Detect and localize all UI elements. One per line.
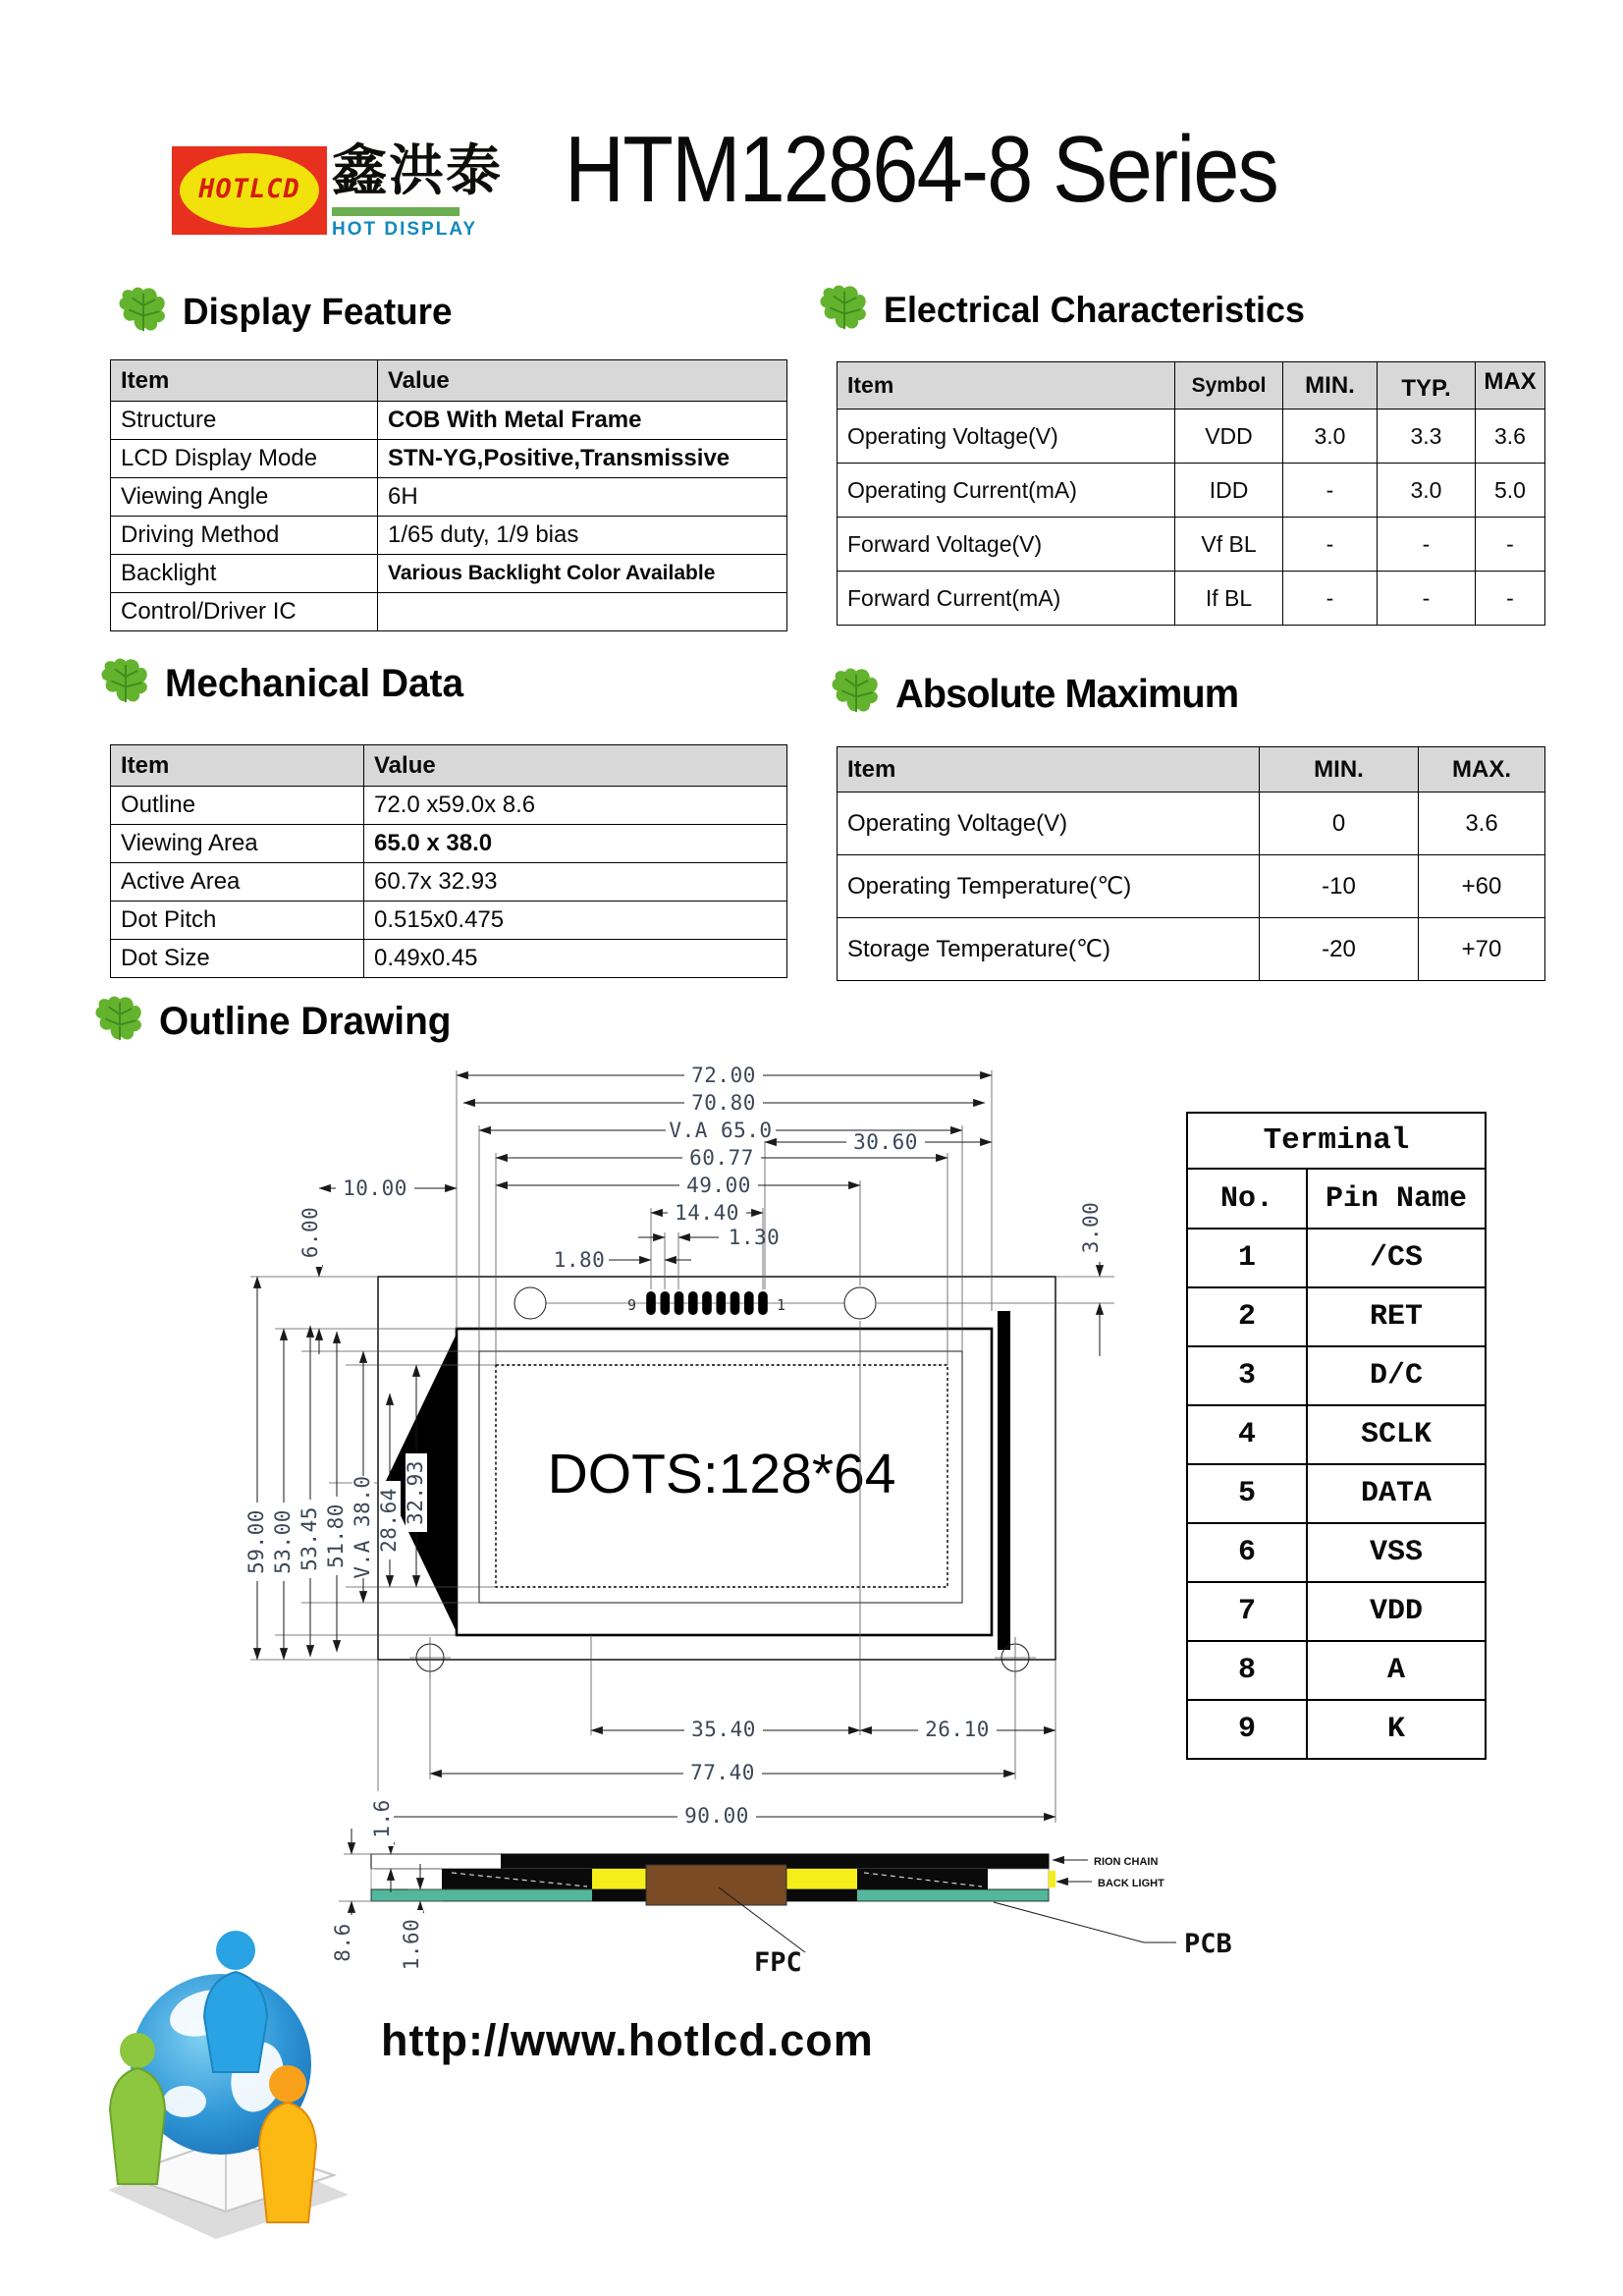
table-row bbox=[838, 410, 1545, 464]
section-heading: Absolute Maximum bbox=[895, 670, 1239, 716]
col-header: MAX bbox=[1476, 362, 1545, 410]
pcb-label: PCB bbox=[1184, 1929, 1232, 1959]
table-row bbox=[111, 787, 787, 825]
pin-name: DATA bbox=[1307, 1464, 1486, 1523]
backlight-edge-bar bbox=[998, 1311, 1010, 1650]
cell: Structure bbox=[111, 402, 378, 440]
pin-no: 7 bbox=[1187, 1582, 1307, 1641]
dim-35-40: 35.40 bbox=[691, 1718, 756, 1741]
cell: - bbox=[1283, 518, 1378, 572]
cell: Outline bbox=[111, 787, 364, 825]
dim-10-00: 10.00 bbox=[343, 1176, 407, 1200]
cell: 5.0 bbox=[1476, 464, 1545, 518]
dim-6-00: 6.00 bbox=[298, 1206, 322, 1259]
col-header: Value bbox=[378, 360, 787, 402]
cell: 6H bbox=[378, 478, 787, 517]
website-url[interactable]: http://www.hotlcd.com bbox=[381, 2015, 874, 2065]
top-view bbox=[329, 1277, 1055, 1678]
cell: +60 bbox=[1419, 855, 1545, 918]
dim-49-00: 49.00 bbox=[686, 1174, 751, 1197]
fpc-connector-side bbox=[646, 1865, 786, 1905]
cell: If BL bbox=[1175, 572, 1283, 626]
cell: Active Area bbox=[111, 863, 364, 902]
cell: Operating Voltage(V) bbox=[838, 410, 1175, 464]
cell: Viewing Angle bbox=[111, 478, 378, 517]
pin-no: 8 bbox=[1187, 1641, 1307, 1700]
terminal-title: Terminal bbox=[1187, 1113, 1486, 1169]
pin-no: 5 bbox=[1187, 1464, 1307, 1523]
pin-name: D/C bbox=[1307, 1346, 1486, 1405]
cell: 60.7x 32.93 bbox=[364, 863, 787, 902]
cell: Storage Temperature(℃) bbox=[838, 918, 1260, 981]
display-feature-table bbox=[110, 359, 787, 631]
cell: Control/Driver IC bbox=[111, 593, 378, 631]
logo-subtitle: HOT DISPLAY bbox=[332, 219, 477, 240]
section-heading: Electrical Characteristics bbox=[884, 290, 1305, 330]
table-row bbox=[111, 402, 787, 440]
dim-30-60: 30.60 bbox=[853, 1130, 918, 1154]
logo-green-bar bbox=[332, 207, 460, 216]
logo-word: HOTLCD bbox=[198, 174, 300, 204]
pin-9-label: 9 bbox=[626, 1296, 636, 1314]
cell: Dot Pitch bbox=[111, 902, 364, 940]
cell: LCD Display Mode bbox=[111, 440, 378, 478]
cell: COB With Metal Frame bbox=[378, 402, 787, 440]
leaf-icon bbox=[831, 666, 882, 721]
cell: - bbox=[1476, 572, 1545, 626]
col-header: Item bbox=[838, 747, 1260, 793]
mounting-hole-left bbox=[514, 1287, 546, 1319]
leaf-icon bbox=[100, 656, 151, 711]
cell: Forward Voltage(V) bbox=[838, 518, 1175, 572]
dim-59-00: 59.00 bbox=[244, 1509, 268, 1574]
fpc-label: FPC bbox=[754, 1947, 802, 1974]
dim-1-6: 1.6 bbox=[370, 1799, 394, 1838]
cell bbox=[378, 593, 787, 631]
cell: 72.0 x59.0x 8.6 bbox=[364, 787, 787, 825]
table-row bbox=[111, 440, 787, 478]
table-row bbox=[111, 593, 787, 631]
pin-name: VDD bbox=[1307, 1582, 1486, 1641]
pin-name: VSS bbox=[1307, 1523, 1486, 1582]
section-mechanical bbox=[100, 656, 472, 711]
col-header: Pin Name bbox=[1307, 1169, 1486, 1229]
pin-no: 4 bbox=[1187, 1405, 1307, 1464]
section-heading: Outline Drawing bbox=[159, 999, 452, 1043]
dimension-lines-bottom bbox=[378, 1718, 1055, 1828]
cell: 0.49x0.45 bbox=[364, 940, 787, 978]
col-header: Item bbox=[111, 360, 378, 402]
section-display-feature bbox=[118, 285, 460, 340]
section-absolute-maximum bbox=[831, 666, 1249, 721]
col-header: Symbol bbox=[1175, 362, 1283, 410]
dim-va-65: V.A 65.0 bbox=[669, 1119, 773, 1142]
backlight-side-left bbox=[592, 1869, 646, 1889]
electrical-characteristics-table bbox=[837, 361, 1545, 626]
cell: 0.515x0.475 bbox=[364, 902, 787, 940]
cell: - bbox=[1283, 572, 1378, 626]
dim-26-10: 26.10 bbox=[925, 1718, 990, 1741]
cell: +70 bbox=[1419, 918, 1545, 981]
dim-51-80: 51.80 bbox=[324, 1503, 348, 1568]
col-header: Value bbox=[364, 745, 787, 787]
section-heading: Mechanical Data bbox=[165, 661, 464, 705]
cell: 65.0 x 38.0 bbox=[364, 825, 787, 863]
cell: Driving Method bbox=[111, 517, 378, 555]
person-blue bbox=[204, 1931, 267, 2072]
dim-60-77: 60.77 bbox=[689, 1146, 754, 1170]
leaf-icon bbox=[118, 285, 169, 340]
pin-name: RET bbox=[1307, 1287, 1486, 1346]
dim-1-80: 1.80 bbox=[553, 1248, 606, 1272]
dim-1-30: 1.30 bbox=[728, 1226, 781, 1249]
cell: - bbox=[1378, 572, 1476, 626]
connector-pins bbox=[627, 1291, 785, 1315]
cell: - bbox=[1378, 518, 1476, 572]
table-row bbox=[111, 517, 787, 555]
dim-70-80: 70.80 bbox=[691, 1091, 756, 1115]
table-row bbox=[111, 478, 787, 517]
side-view bbox=[331, 1791, 1232, 1974]
mounting-hole-right bbox=[844, 1287, 876, 1319]
pin-no: 9 bbox=[1187, 1700, 1307, 1759]
col-header: No. bbox=[1187, 1169, 1307, 1229]
cell: 3.6 bbox=[1476, 410, 1545, 464]
cell: STN-YG,Positive,Transmissive bbox=[378, 440, 787, 478]
table-row bbox=[838, 518, 1545, 572]
cell: -10 bbox=[1260, 855, 1419, 918]
col-header: TYP. bbox=[1378, 362, 1476, 410]
pin-1-label: 1 bbox=[777, 1296, 786, 1314]
pin-no: 1 bbox=[1187, 1229, 1307, 1287]
dim-28-64: 28.64 bbox=[377, 1488, 401, 1553]
cell: 3.0 bbox=[1378, 464, 1476, 518]
back-light-label: BACK LIGHT bbox=[1098, 1878, 1164, 1889]
logo-chinese-name: 鑫洪泰 bbox=[332, 139, 503, 201]
page-title: HTM12864-8 Series bbox=[565, 117, 1278, 222]
cell: Operating Voltage(V) bbox=[838, 793, 1260, 855]
backlight-side-right bbox=[786, 1869, 857, 1889]
cell: - bbox=[1283, 464, 1378, 518]
table-row bbox=[838, 793, 1545, 855]
outline-drawing bbox=[118, 1031, 1512, 1974]
pin-name: SCLK bbox=[1307, 1405, 1486, 1464]
col-header: Item bbox=[111, 745, 364, 787]
cell: Backlight bbox=[111, 555, 378, 593]
cell: Viewing Area bbox=[111, 825, 364, 863]
cell: - bbox=[1476, 518, 1545, 572]
leaf-icon bbox=[819, 283, 870, 338]
cell: Vf BL bbox=[1175, 518, 1283, 572]
dim-53-45: 53.45 bbox=[298, 1506, 321, 1571]
dots-label: DOTS:128*64 bbox=[547, 1443, 896, 1505]
table-row bbox=[838, 572, 1545, 626]
pin-no: 6 bbox=[1187, 1523, 1307, 1582]
col-header: Item bbox=[838, 362, 1175, 410]
dim-14-40: 14.40 bbox=[675, 1201, 739, 1225]
col-header: MAX. bbox=[1419, 747, 1545, 793]
dim-53-00: 53.00 bbox=[271, 1509, 295, 1574]
dim-va-38: V.A 38.0 bbox=[351, 1475, 374, 1579]
table-row bbox=[111, 902, 787, 940]
section-electrical bbox=[819, 283, 1318, 338]
cell: Operating Current(mA) bbox=[838, 464, 1175, 518]
table-row bbox=[111, 825, 787, 863]
iron-chain-label: RION CHAIN bbox=[1094, 1856, 1159, 1868]
cell: 3.0 bbox=[1283, 410, 1378, 464]
dim-1-60: 1.60 bbox=[400, 1918, 423, 1971]
dim-77-40: 77.40 bbox=[690, 1761, 755, 1784]
dim-8-6: 8.6 bbox=[331, 1923, 354, 1962]
table-row bbox=[111, 940, 787, 978]
cell: 1/65 duty, 1/9 bias bbox=[378, 517, 787, 555]
cell: 3.6 bbox=[1419, 793, 1545, 855]
cell: Forward Current(mA) bbox=[838, 572, 1175, 626]
table-row bbox=[111, 555, 787, 593]
cell: 3.3 bbox=[1378, 410, 1476, 464]
table-row bbox=[838, 918, 1545, 981]
cell: IDD bbox=[1175, 464, 1283, 518]
cell: Various Backlight Color Available bbox=[378, 555, 787, 593]
dimension-lines-top bbox=[298, 1064, 1103, 1356]
footer-globe-art bbox=[88, 1915, 363, 2249]
col-header: MIN. bbox=[1260, 747, 1419, 793]
cell: -20 bbox=[1260, 918, 1419, 981]
pin-no: 2 bbox=[1187, 1287, 1307, 1346]
table-row bbox=[838, 855, 1545, 918]
pin-name: A bbox=[1307, 1641, 1486, 1700]
cell: Operating Temperature(℃) bbox=[838, 855, 1260, 918]
section-heading: Display Feature bbox=[183, 291, 453, 333]
dim-32-93: 32.93 bbox=[404, 1460, 427, 1525]
dim-90-00: 90.00 bbox=[684, 1804, 749, 1828]
company-logo bbox=[172, 146, 327, 235]
cell: VDD bbox=[1175, 410, 1283, 464]
table-row bbox=[838, 464, 1545, 518]
cell: Dot Size bbox=[111, 940, 364, 978]
dim-3-00: 3.00 bbox=[1079, 1201, 1103, 1254]
table-row bbox=[111, 863, 787, 902]
cell: 0 bbox=[1260, 793, 1419, 855]
pin-no: 3 bbox=[1187, 1346, 1307, 1405]
col-header: MIN. bbox=[1283, 362, 1378, 410]
pin-name: /CS bbox=[1307, 1229, 1486, 1287]
pin-name: K bbox=[1307, 1700, 1486, 1759]
absolute-maximum-table bbox=[837, 746, 1545, 981]
dim-72-00: 72.00 bbox=[691, 1064, 756, 1087]
mechanical-data-table bbox=[110, 744, 787, 978]
